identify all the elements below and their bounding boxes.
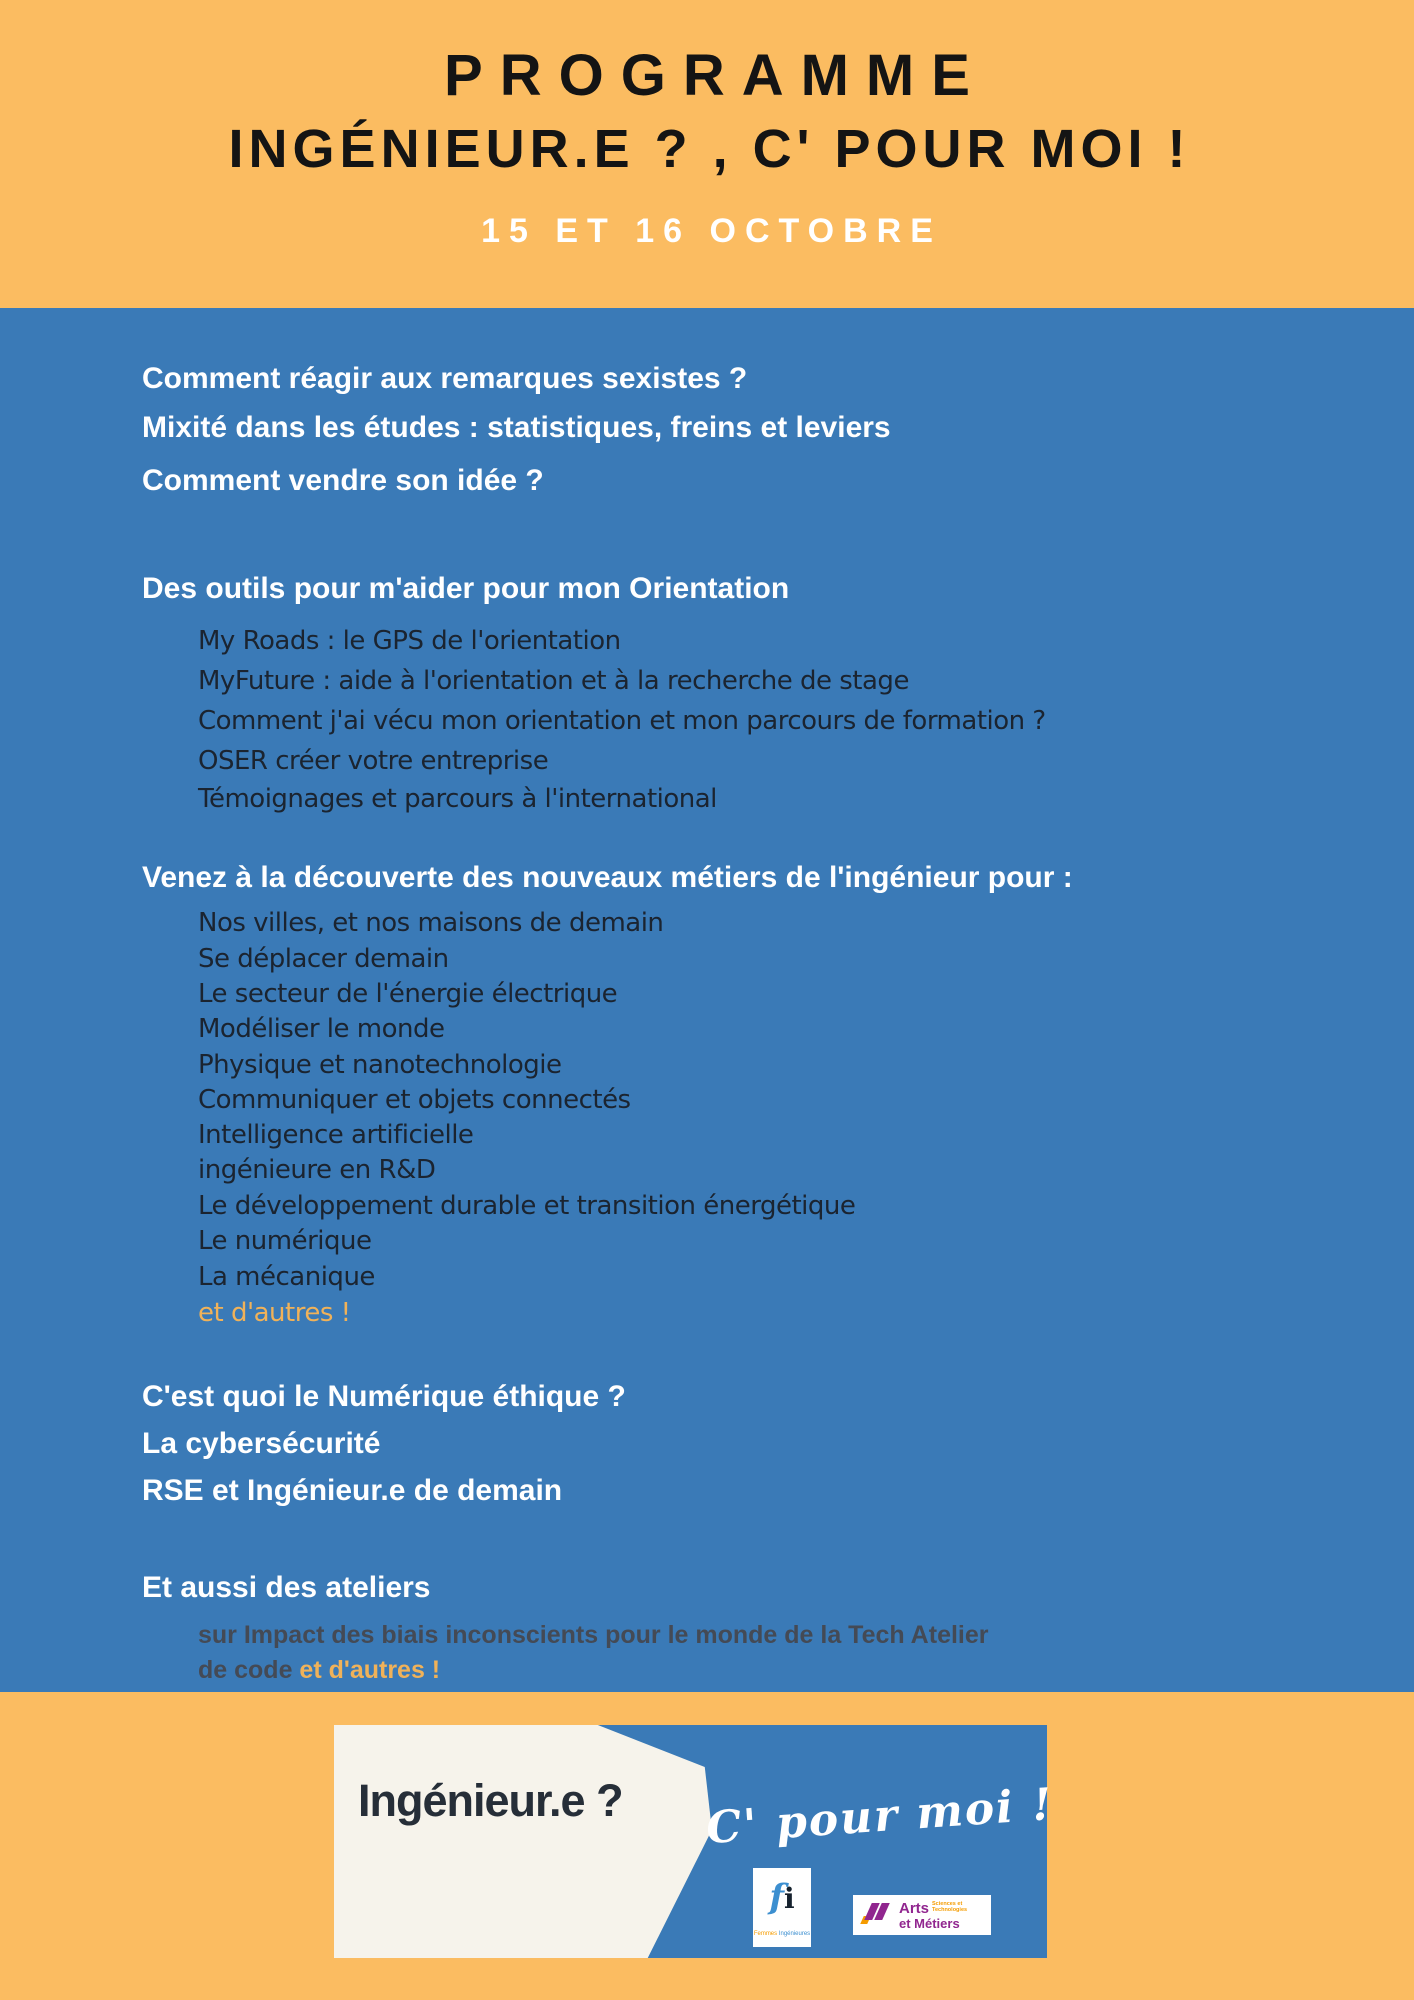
metiers-item: Intelligence artificielle [198,1120,474,1150]
metiers-item: Le secteur de l'énergie électrique [198,979,618,1009]
metiers-item: Nos villes, et nos maisons de demain [198,908,664,938]
ateliers-note-highlight: et d'autres ! [299,1656,441,1684]
program-body [0,308,1414,1692]
metiers-item: Se déplacer demain [198,944,449,974]
orientation-item: OSER créer votre entreprise [198,746,549,776]
poster-title-line2: INGÉNIEUR.E ? , C' POUR MOI ! [228,119,1191,179]
orientation-item: MyFuture : aide à l'orientation et à la recherche de stage [198,666,909,696]
metiers-item: Le numérique [198,1226,372,1256]
am-tagline [932,1901,967,1913]
am-tagline-line2: Technologies [932,1906,968,1913]
fi-caption-ingenieures: Ingénieures [777,1931,811,1937]
orientation-item: My Roads : le GPS de l'orientation [198,626,621,656]
fi-glyph-f: f [769,1877,784,1917]
question-heading: C'est quoi le Numérique éthique ? [142,1380,626,1413]
orientation-heading: Des outils pour m'aider pour mon Orientation [142,572,790,605]
fi-caption [753,1931,811,1937]
arts-et-metiers-icon [861,1903,893,1927]
fi-icon [753,1877,811,1921]
metiers-item: La mécanique [198,1262,375,1292]
poster-dates: 15 ET 16 OCTOBRE [481,212,942,250]
metiers-item: Modéliser le monde [198,1014,445,1044]
intro-heading: Mixité dans les études : statistiques, freins et leviers [142,411,891,444]
brand-banner [334,1725,1056,1958]
orientation-item: Témoignages et parcours à l'international [198,784,717,814]
metiers-item: Le développement durable et transition énergétique [198,1191,856,1221]
fi-glyph-i: i [784,1882,795,1915]
ateliers-note-line1: sur Impact des biais inconscients pour le monde de la Tech Atelier [198,1621,989,1649]
metiers-item: Communiquer et objets connectés [198,1085,631,1115]
fi-caption-femmes: Femmes [753,1931,778,1937]
metiers-item: ingénieure en R&D [198,1155,436,1185]
ateliers-note-line2 [198,1656,440,1685]
metiers-item: Physique et nanotechnologie [198,1050,562,1080]
am-name-line2: et Métiers [899,1915,960,1931]
femmes-ingenieures-logo [753,1868,811,1947]
am-name-line1: Arts [899,1899,930,1917]
poster-header [0,0,1414,308]
metiers-heading: Venez à la découverte des nouveaux métiers de l'ingénieur pour : [142,861,1073,894]
am-tagline-line1: Sciences et [932,1900,963,1907]
banner-cpourmoi-text: C' pour moi ! [704,1778,1056,1855]
metiers-item-highlight: et d'autres ! [198,1298,351,1328]
banner-ingenieure-text: Ingénieur.e ? [358,1775,623,1826]
question-heading: RSE et Ingénieur.e de demain [142,1474,563,1507]
am-text [899,1901,967,1930]
arts-et-metiers-logo [853,1895,991,1935]
orientation-item: Comment j'ai vécu mon orientation et mon parcours de formation ? [198,706,1046,736]
ateliers-heading: Et aussi des ateliers [142,1571,431,1604]
intro-heading: Comment réagir aux remarques sexistes ? [142,362,748,395]
poster-title-line1: PROGRAMME [444,43,987,108]
question-heading: La cybersécurité [142,1427,381,1460]
ateliers-note-prefix: de code [198,1656,300,1684]
intro-heading: Comment vendre son idée ? [142,464,544,497]
